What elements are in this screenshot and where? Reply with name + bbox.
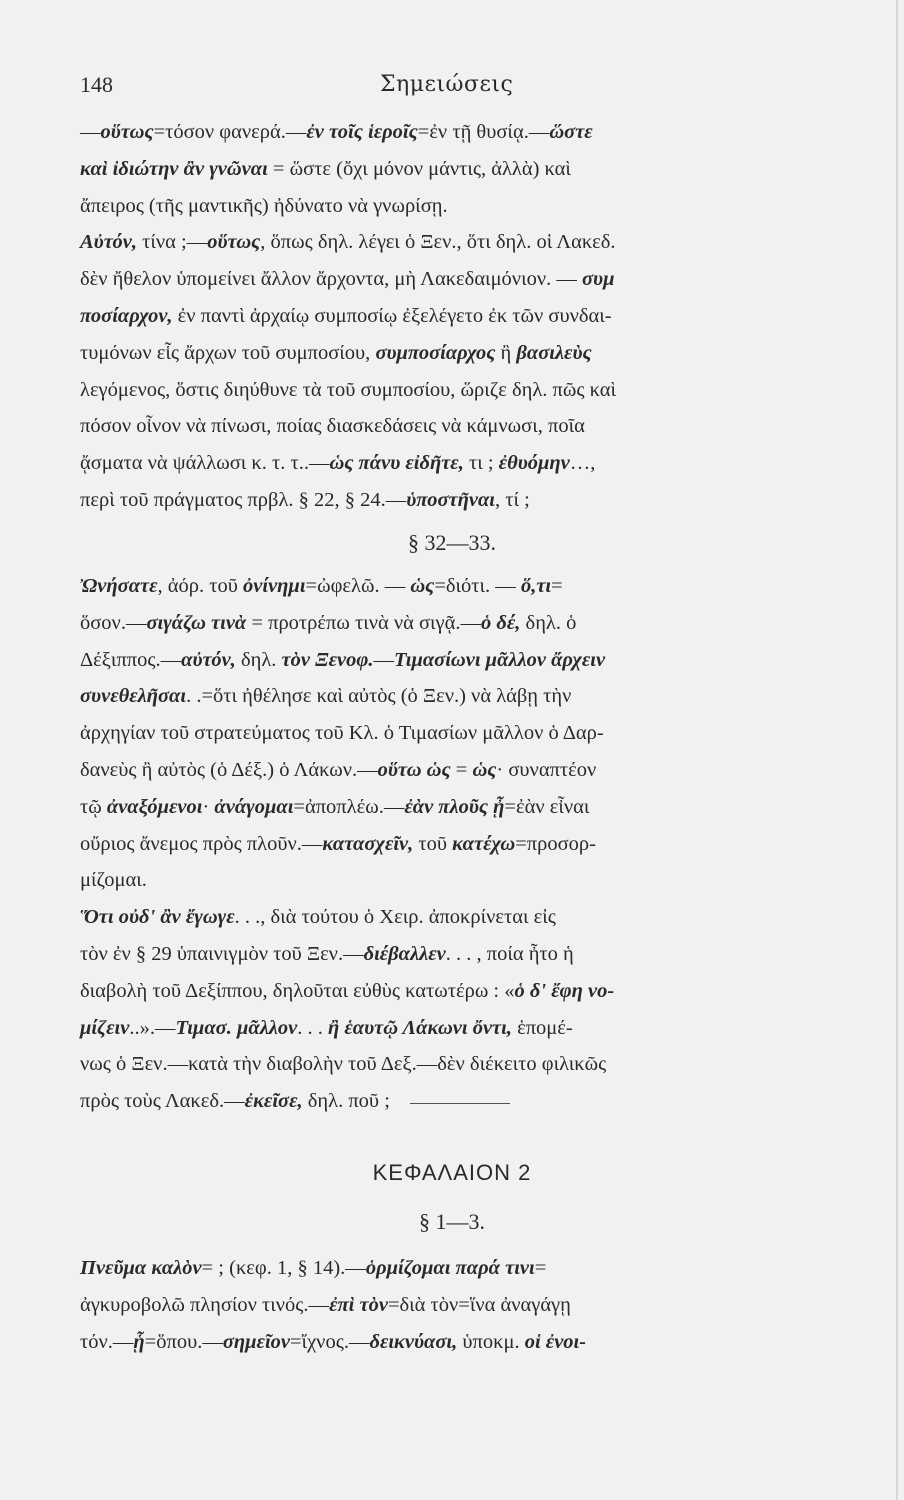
- text-line: πρὸς τοὺς Λακεδ.—ἐκεῖσε, δηλ. ποῦ ;: [80, 1090, 390, 1113]
- text-line: Πνεῦμα καλὸν= ; (κεφ. 1, § 14).—ὁρμίζομαι παρά τινι=: [80, 1257, 547, 1279]
- text-line: πόσον οἶνον νὰ πίνωσι, ποίας διασκεδάσεις νὰ κάμνωσι, ποῖα: [80, 415, 585, 438]
- text-line: ᾄσματα νὰ ψάλλωσι κ. τ. τ..—ὡς πάνυ εἰδῆτε, τι ; ἐθυόμην…,: [80, 452, 596, 475]
- section-heading-1-3: § 1—3.: [419, 1209, 485, 1234]
- text-line: μίζειν..».—Τιμασ. μᾶλλον. . . ἢ ἑαυτῷ Λάκωνι ὄντι, ἑπομέ-: [80, 1016, 573, 1039]
- text-line: περὶ τοῦ πράγματος πρβλ. § 22, § 24.—ὑποστῆναι, τί ;: [80, 488, 530, 511]
- text-line: τυμόνων εἷς ἄρχων τοῦ συμποσίου, συμποσίαρχος ἢ βασιλεὺς: [80, 341, 592, 364]
- text-line: δανεὺς ἢ αὐτὸς (ὁ Δέξ.) ὁ Λάκων.—οὕτω ὡς = ὡς· συναπτέον: [80, 758, 597, 781]
- text-line: τόν.—ᾗ=ὅπου.—σημεῖον=ἴχνος.—δεικνύασι, ὑποκμ. οἱ ἐνοι-: [80, 1330, 587, 1353]
- notes-block-3: [80, 1250, 840, 1360]
- notes-block-2: [80, 568, 840, 1120]
- section-heading-32-33: § 32—33.: [408, 530, 496, 555]
- text-line: οὔριος ἄνεμος πρὸς πλοῦν.—κατασχεῖν, τοῦ κατέχω=προσορ-: [80, 832, 596, 855]
- text-line: Αὐτόν, τίνα ;—οὕτως, ὅπως δηλ. λέγει ὁ Ξεν., ὅτι δηλ. οἱ Λακεδ.: [80, 231, 616, 254]
- page-number: 148: [80, 72, 113, 97]
- notes-block-1: [80, 114, 840, 519]
- text-line: συνεθελῆσαι. .=ὅτι ἠθέλησε καὶ αὐτὸς (ὁ Ξεν.) νὰ λάβῃ τὴν: [80, 685, 572, 708]
- text-line: δὲν ἤθελον ὑπομείνει ἄλλον ἄρχοντα, μὴ Λακεδαιμόνιον. — συμ: [80, 268, 615, 291]
- page-fold-shadow: [896, 0, 898, 1500]
- text-line: ἀρχηγίαν τοῦ στρατεύματος τοῦ Κλ. ὁ Τιμασίων μᾶλλον ὁ Δαρ-: [80, 722, 604, 745]
- text-line: ὅσον.—σιγάζω τινὰ = προτρέπω τινὰ νὰ σιγᾷ.—ὁ δέ, δηλ. ὁ: [80, 611, 577, 634]
- chapter-heading: ΚΕΦΑΛΑΙΟΝ 2: [372, 1160, 532, 1185]
- text-line: Ὠνήσατε, ἀόρ. τοῦ ὀνίνημι=ὠφελῶ. — ὡς=διότι. — ὅ,τι=: [80, 575, 563, 597]
- text-line: ἀγκυροβολῶ πλησίον τινός.—ἐπὶ τὸν=διὰ τὸν=ἵνα ἀναγάγῃ: [80, 1293, 571, 1316]
- text-line: Ὅτι οὐδ' ἂν ἔγωγε. . ., διὰ τούτου ὁ Χειρ. ἀποκρίνεται εἰς: [80, 906, 556, 929]
- divider-rule: [410, 1103, 510, 1104]
- text-line: λεγόμενος, ὅστις διηύθυνε τὰ τοῦ συμποσίου, ὥριζε δηλ. πῶς καὶ: [80, 378, 617, 401]
- text-line: ποσίαρχον, ἐν παντὶ ἀρχαίῳ συμποσίῳ ἐξελέγετο ἐκ τῶν συνδαι-: [80, 304, 612, 327]
- text-line: ἄπειρος (τῆς μαντικῆς) ἠδύνατο νὰ γνωρίσῃ.: [80, 194, 448, 217]
- text-line: Δέξιππος.—αὐτόν, δηλ. τὸν Ξενοφ.—Τιμασίωνι μᾶλλον ἄρχειν: [80, 648, 606, 671]
- text-line: διαβολὴ τοῦ Δεξίππου, δηλοῦται εὐθὺς κατωτέρω : «ὁ δ' ἔφη νο-: [80, 979, 615, 1002]
- text-line: καὶ ἰδιώτην ἂν γνῶναι = ὥστε (ὄχι μόνον μάντις, ἀλλὰ) καὶ: [80, 157, 571, 180]
- text-line: τῷ ἀναξόμενοι· ἀνάγομαι=ἀποπλέω.—ἐὰν πλοῦς ᾖ=ἐὰν εἶναι: [80, 795, 590, 818]
- text-line: τὸν ἐν § 29 ὑπαινιγμὸν τοῦ Ξεν.—διέβαλλεν. . . , ποία ἦτο ἡ: [80, 942, 574, 965]
- text-line: μίζομαι.: [80, 869, 147, 892]
- running-title: Σημειώσεις: [380, 72, 514, 97]
- text-line: νως ὁ Ξεν.—κατὰ τὴν διαβολὴν τοῦ Δεξ.—δὲν διέκειτο φιλικῶς: [80, 1053, 607, 1076]
- page-header: [80, 72, 840, 112]
- text-line: —οὕτως=τόσον φανερά.—ἐν τοῖς ἱεροῖς=ἐν τῇ θυσίᾳ.—ὥστε: [80, 121, 593, 143]
